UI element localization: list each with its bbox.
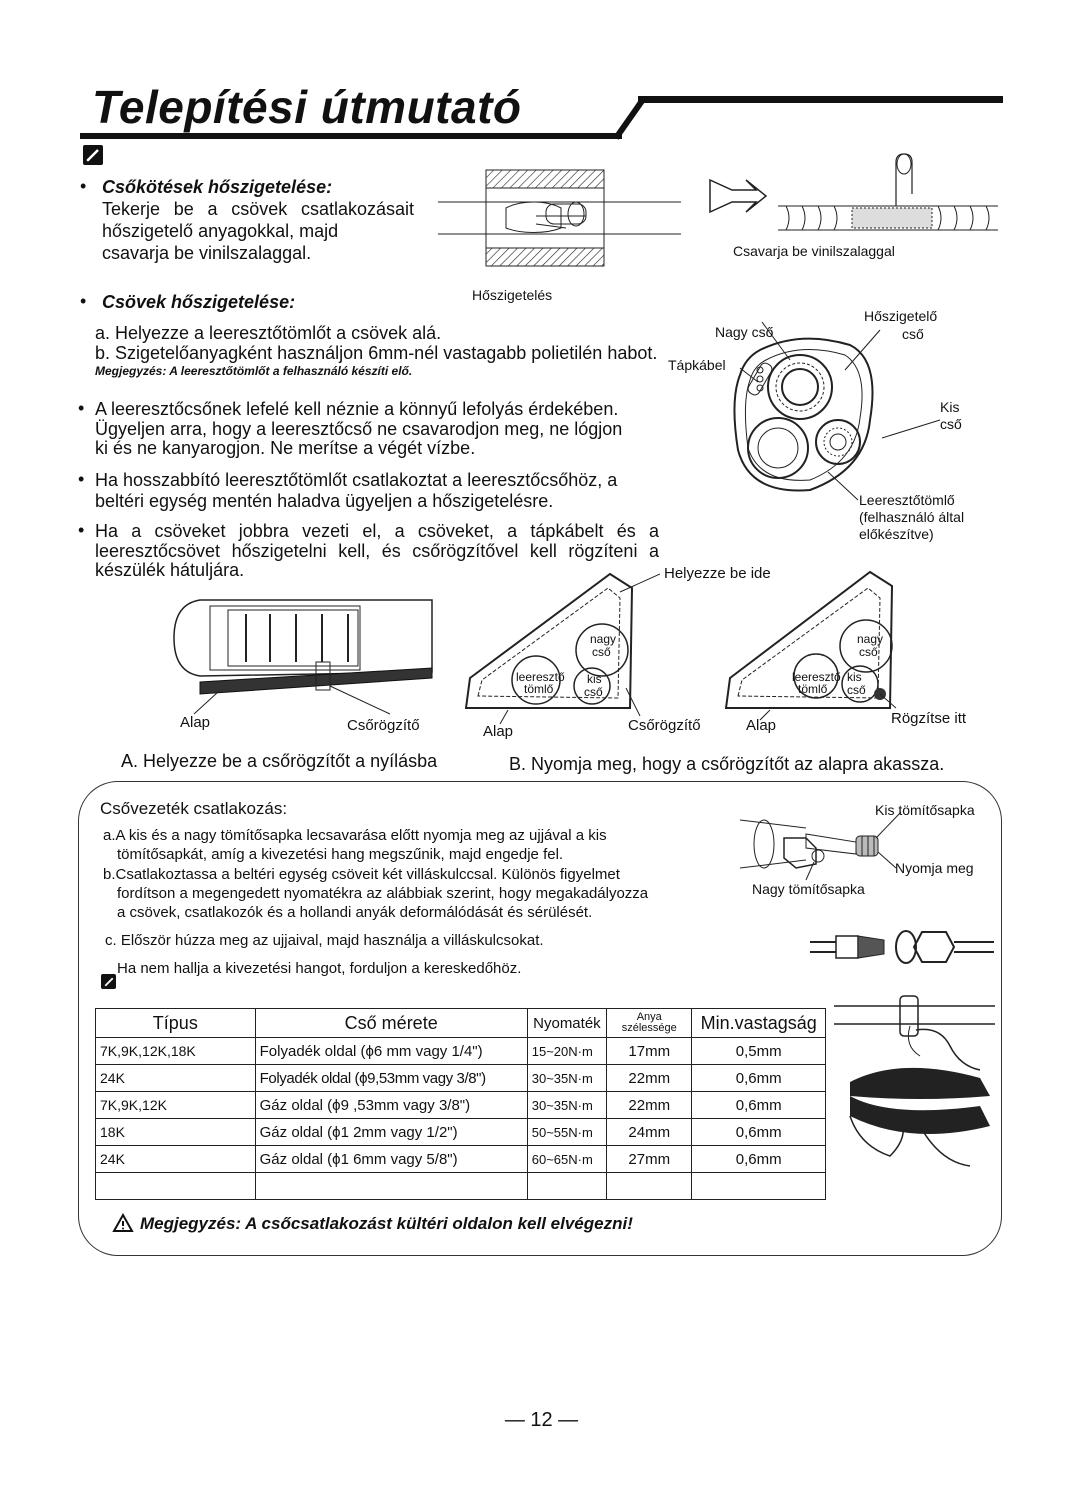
connection-a-line: a.A kis és a nagy tömítősapka lecsavarása előtt nyomja meg az ujjával a kis <box>103 827 607 844</box>
header-rule-left <box>80 133 622 139</box>
cell-torque: 15~20N·m <box>527 1038 606 1065</box>
torque-table <box>95 1008 826 1200</box>
pipe-label-small: kis <box>587 672 602 686</box>
warning-icon <box>112 1213 134 1233</box>
cell-min: 0,6mm <box>692 1119 826 1146</box>
label-insulation: Hőszigetelő <box>864 308 938 324</box>
clamp-insert-figure <box>460 568 660 728</box>
section2-item: b. Szigetelőanyagként használjon 6mm-nél vastagabb polietilén habot. <box>95 343 658 363</box>
page-number: — 12 — <box>504 1409 579 1431</box>
connection-heading: Csővezeték csatlakozás: <box>100 799 288 818</box>
label-base-a: Alap <box>180 714 211 731</box>
pipe-label-drain-2: tömlő <box>798 682 828 696</box>
pipe-label-drain-2: tömlő <box>524 682 554 696</box>
label-power-cable: Tápkábel <box>668 357 726 373</box>
cell-type: 7K,9K,12K <box>96 1092 256 1119</box>
label-press: Nyomja meg <box>895 860 974 876</box>
pipe-label-large: nagy <box>857 632 884 646</box>
col-header-nut <box>607 1009 692 1038</box>
drain-bullet-line: ki és ne kanyarogjon. Ne merítse a végét vízbe. <box>95 438 476 458</box>
col-header-type: Típus <box>96 1009 256 1038</box>
header-rule-right <box>638 96 1003 103</box>
cell-size: Folyadék oldal (ϕ9,53mm vagy 3/8") <box>255 1065 527 1092</box>
label-drain-hose-3: előkészítve) <box>859 526 934 542</box>
cell-size: Gáz oldal (ϕ1 2mm vagy 1/2") <box>255 1119 527 1146</box>
pipe-label-small-2: cső <box>847 683 866 697</box>
section2-item: a. Helyezze a leeresztőtömlőt a csövek alá. <box>95 323 442 343</box>
label-drain-hose-2: (felhasználó által <box>859 509 965 525</box>
table-row-empty <box>96 1173 826 1200</box>
table-header-row <box>96 1009 826 1038</box>
fig-label-tape: Csavarja be vinilszalaggal <box>733 243 895 259</box>
caption-a: A. Helyezze be a csőrögzítőt a nyílásba <box>121 751 438 771</box>
pipe-label-large-2: cső <box>859 645 878 659</box>
col-header-nut-2: szélessége <box>621 1022 677 1034</box>
label-large-pipe: Nagy cső <box>715 324 774 340</box>
cell-size: Gáz oldal (ϕ1 6mm vagy 5/8") <box>255 1146 527 1173</box>
label-small-cap: Kis tömítősapka <box>875 802 975 818</box>
section1-heading: Csőkötések hőszigetelése: <box>102 177 333 197</box>
drain-bullet-line: A leeresztőcsőnek lefelé kell néznie a könnyű lefolyás érdekében. <box>95 399 619 419</box>
cell-min: 0,6mm <box>692 1092 826 1119</box>
cell-size: Folyadék oldal (ϕ6 mm vagy 1/4") <box>255 1038 527 1065</box>
cell-empty <box>607 1173 692 1200</box>
label-insert-here: Helyezze be ide <box>664 565 771 582</box>
connection-c-line: c. Először húzza meg az ujjaival, majd használja a villáskulcsokat. <box>105 932 544 949</box>
section1-line: csavarja be vinilszalaggal. <box>102 243 312 263</box>
extension-bullet-line: beltéri egység mentén haladva ügyeljen a hőszigetelésre. <box>95 491 554 511</box>
pipe-label-large-2: cső <box>592 645 611 659</box>
cell-torque: 60~65N·m <box>527 1146 606 1173</box>
drain-bullet-line: Ügyeljen arra, hogy a leeresztőcső ne csavarodjon meg, ne lógjon <box>95 419 623 439</box>
pipe-label-small-2: cső <box>584 685 603 699</box>
note-icon <box>83 145 103 165</box>
flare-nut-figure <box>806 922 996 972</box>
note-icon <box>101 974 116 989</box>
bullet-dot: • <box>78 398 85 418</box>
cell-type: 24K <box>96 1146 256 1173</box>
pipe-label-small: kis <box>847 670 862 684</box>
cell-nut: 17mm <box>607 1038 692 1065</box>
label-drain-hose: Leeresztőtömlő <box>859 492 955 508</box>
outdoor-warning: Megjegyzés: A csőcsatlakozást kültéri oldalon kell elvégezni! <box>140 1214 633 1233</box>
table-row <box>96 1092 826 1119</box>
cell-torque: 30~35N·m <box>527 1065 606 1092</box>
cell-empty <box>96 1173 256 1200</box>
label-base-b2: Alap <box>746 717 777 734</box>
cell-empty <box>692 1173 826 1200</box>
table-row <box>96 1038 826 1065</box>
label-clamp-b: Csőrögzítő <box>628 717 701 734</box>
page-title: Telepítési útmutató <box>92 81 522 133</box>
connection-a-line: tömítősapkát, amíg a kivezetési hang megszűnik, majd engedje fel. <box>117 846 564 863</box>
bullet-dot: • <box>80 291 87 311</box>
connection-note-line: Ha nem hallja a kivezetési hangot, forduljon a kereskedőhöz. <box>117 960 522 977</box>
cell-type: 18K <box>96 1119 256 1146</box>
col-header-size: Cső mérete <box>255 1009 527 1038</box>
fig-label-insulation: Hőszigetelés <box>472 287 553 303</box>
clamp-hook-figure <box>720 566 910 726</box>
section2-note: Megjegyzés: A leeresztőtömlőt a felhasználó készíti elő. <box>95 364 413 378</box>
bullet-dot: • <box>78 469 85 489</box>
cell-min: 0,6mm <box>692 1065 826 1092</box>
cell-nut: 22mm <box>607 1065 692 1092</box>
cell-size: Gáz oldal (ϕ9 ,53mm vagy 3/8") <box>255 1092 527 1119</box>
label-small-pipe-2: cső <box>940 416 962 432</box>
pipe-label-drain: leeresztő <box>516 670 565 684</box>
pipe-label-large: nagy <box>590 632 617 646</box>
col-header-min: Min.vastagság <box>692 1009 826 1038</box>
cell-type: 7K,9K,12K,18K <box>96 1038 256 1065</box>
cell-nut: 22mm <box>607 1092 692 1119</box>
label-insulation-2: cső <box>902 326 924 342</box>
label-small-pipe: Kis <box>940 399 960 415</box>
pipe-joint-figure <box>436 168 686 270</box>
col-header-nut-1: Anya <box>636 1011 662 1023</box>
cell-type: 24K <box>96 1065 256 1092</box>
label-fix-here: Rögzítse itt <box>891 710 967 727</box>
wrench-hands-figure <box>830 986 1000 1176</box>
connection-b-line: b.Csatlakoztassa a beltéri egység csöveit két villáskulccsal. Különös figyelmet <box>103 866 620 883</box>
cell-empty <box>527 1173 606 1200</box>
cell-min: 0,6mm <box>692 1146 826 1173</box>
section1-line: Tekerje be a csövek csatlakozásait <box>102 199 414 219</box>
cell-empty <box>255 1173 527 1200</box>
table-row <box>96 1119 826 1146</box>
label-large-cap: Nagy tömítősapka <box>752 881 865 897</box>
connection-b-line: fordítson a megengedett nyomatékra az alábbiak szerint, hogy megakadályozza <box>117 885 649 902</box>
bullet-dot: • <box>80 176 87 196</box>
table-row <box>96 1146 826 1173</box>
caption-b: B. Nyomja meg, hogy a csőrögzítőt az alapra akassza. <box>509 754 945 774</box>
table-row <box>96 1065 826 1092</box>
right-routing-bullet-line: készülék hátuljára. <box>95 560 245 580</box>
extension-bullet-line: Ha hosszabbító leeresztőtömlőt csatlakoztat a leeresztőcsőhöz, a <box>95 470 618 490</box>
label-clamp-a: Csőrögzítő <box>347 717 420 734</box>
tape-wrap-figure <box>706 150 1006 242</box>
cell-torque: 30~35N·m <box>527 1092 606 1119</box>
indoor-unit-figure <box>170 596 440 721</box>
section2-heading: Csövek hőszigetelése: <box>102 292 296 312</box>
col-header-torque: Nyomaték <box>527 1009 606 1038</box>
right-routing-bullet-line: Ha a csöveket jobbra vezeti el, a csöveket, a tápkábelt és a <box>95 521 659 541</box>
right-routing-bullet-line: leeresztőcsövet hőszigetelni kell, és csőrögzítővel kell rögzíteni a <box>95 541 659 561</box>
cell-torque: 50~55N·m <box>527 1119 606 1146</box>
section1-line: hőszigetelő anyagokkal, majd <box>102 221 339 241</box>
label-base-b1: Alap <box>483 723 514 740</box>
cell-nut: 24mm <box>607 1119 692 1146</box>
connection-b-line: a csövek, csatlakozók és a hollandi anyák deformálódását és sérülését. <box>117 904 593 921</box>
bullet-dot: • <box>78 520 85 540</box>
pipe-label-drain: leeresztő <box>792 670 841 684</box>
cell-nut: 27mm <box>607 1146 692 1173</box>
cell-min: 0,5mm <box>692 1038 826 1065</box>
